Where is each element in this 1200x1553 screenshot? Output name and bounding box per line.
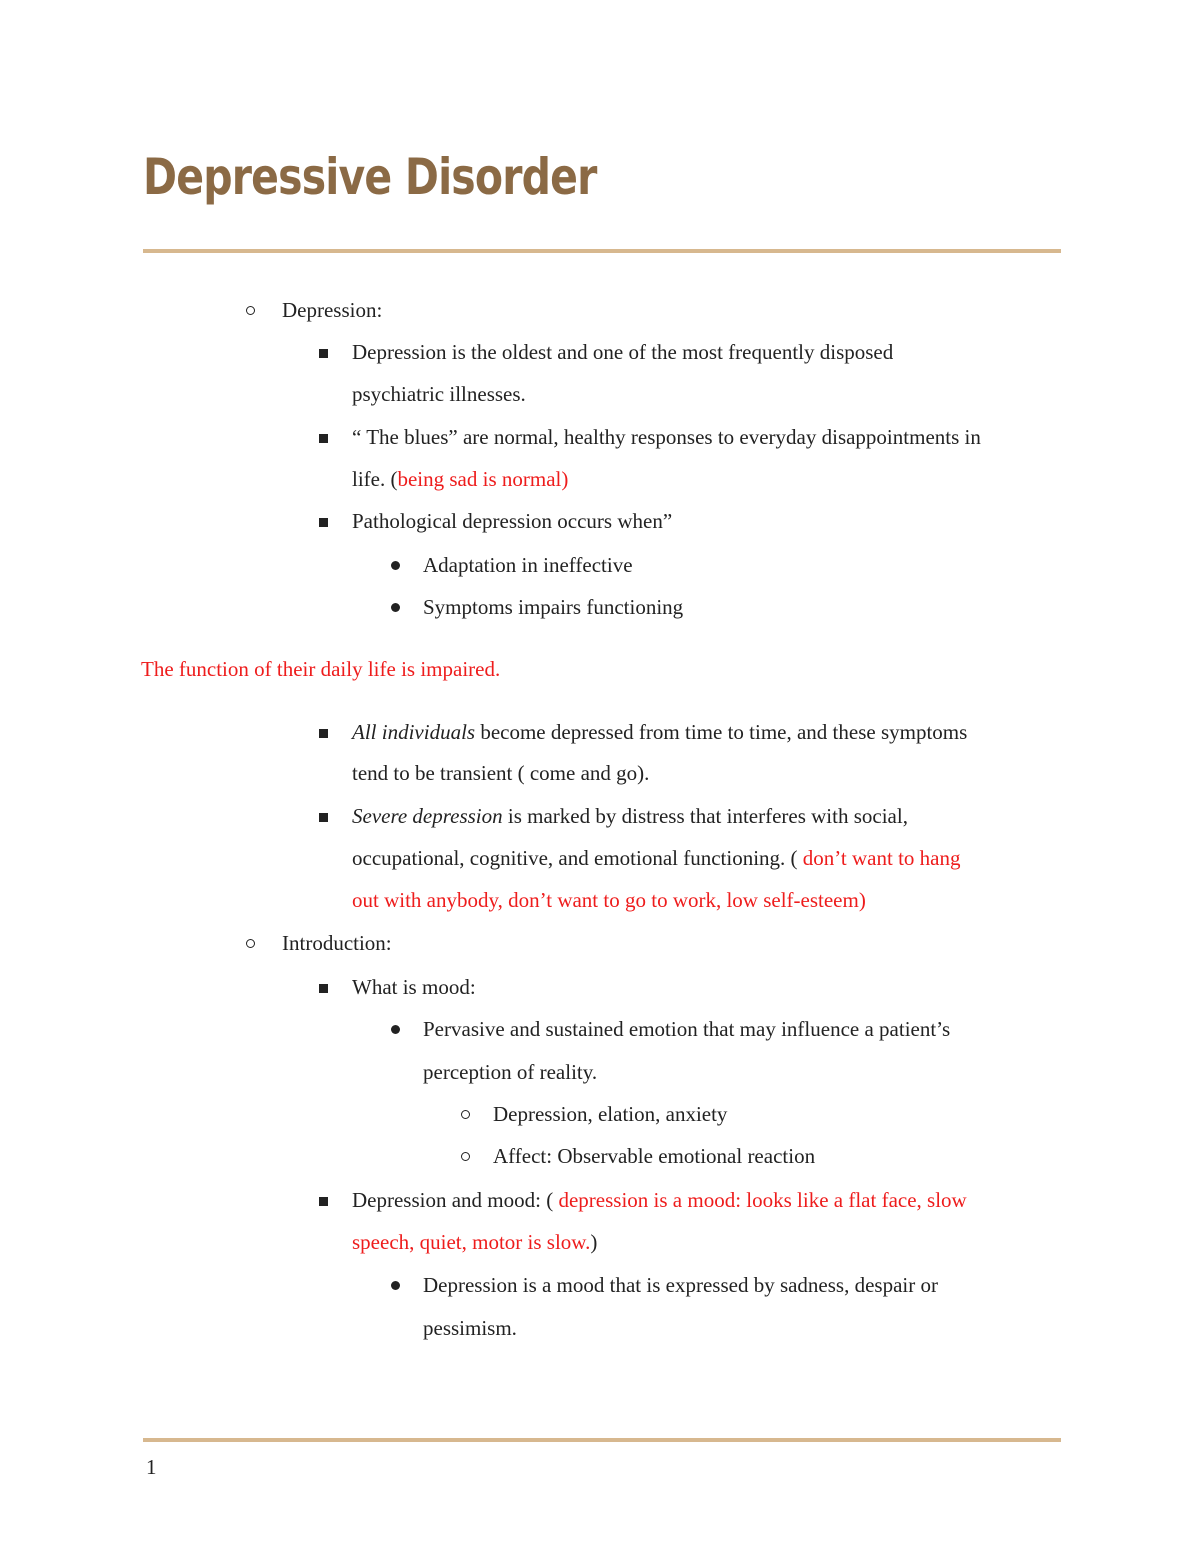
- list-item: [352, 804, 908, 828]
- square-bullet-icon: [318, 1188, 330, 1212]
- body-text: is marked by distress that interferes with social,: [502, 804, 908, 828]
- list-item-continuation: [352, 1230, 597, 1254]
- list-item: [352, 720, 967, 744]
- list-item: Affect: Observable emotional reaction: [493, 1144, 816, 1168]
- list-item: What is mood:: [352, 975, 476, 999]
- circle-bullet-icon: [460, 1102, 472, 1126]
- list-item: Depression:: [282, 298, 383, 322]
- disc-bullet-icon: [390, 1017, 402, 1041]
- square-bullet-icon: [318, 804, 330, 828]
- annotation-text: out with anybody, don’t want to go to work, low self-esteem): [352, 888, 866, 912]
- list-item: “ The blues” are normal, healthy responses to everyday disappointments in: [352, 425, 981, 449]
- annotation-text: being sad is normal): [397, 467, 569, 491]
- list-item: Depression is a mood that is expressed by sadness, despair or: [423, 1273, 938, 1297]
- list-item: Introduction:: [282, 931, 392, 955]
- list-item: Depression, elation, anxiety: [493, 1102, 728, 1126]
- list-item: Pathological depression occurs when”: [352, 509, 673, 533]
- square-bullet-icon: [318, 340, 330, 364]
- list-item: Adaptation in ineffective: [423, 553, 633, 577]
- annotation-text: depression is a mood: looks like a flat face, slow: [553, 1188, 967, 1212]
- list-item-continuation: [352, 467, 568, 491]
- title-divider: [143, 249, 1061, 253]
- square-bullet-icon: [318, 425, 330, 449]
- page-number: 1: [146, 1455, 157, 1479]
- list-item: [352, 1188, 967, 1212]
- disc-bullet-icon: [390, 1273, 402, 1297]
- annotation-text: speech, quiet, motor is slow.: [352, 1230, 591, 1254]
- circle-bullet-icon: [245, 298, 257, 322]
- circle-bullet-icon: [460, 1144, 472, 1168]
- square-bullet-icon: [318, 720, 330, 744]
- list-item: Depression is the oldest and one of the most frequently disposed: [352, 340, 894, 364]
- list-item-continuation: pessimism.: [423, 1316, 517, 1340]
- square-bullet-icon: [318, 509, 330, 533]
- list-item-continuation: tend to be transient ( come and go).: [352, 761, 650, 785]
- list-item-continuation: perception of reality.: [423, 1060, 598, 1084]
- circle-bullet-icon: [245, 931, 257, 955]
- page-title: Depressive Disorder: [143, 148, 597, 206]
- list-item-continuation: [352, 846, 960, 870]
- list-item: Pervasive and sustained emotion that may influence a patient’s: [423, 1017, 951, 1041]
- footer-divider: [143, 1438, 1061, 1442]
- square-bullet-icon: [318, 975, 330, 999]
- body-text: ): [590, 1230, 598, 1254]
- annotation-paragraph: The function of their daily life is impaired.: [141, 657, 501, 681]
- body-text: life. (: [352, 467, 398, 491]
- disc-bullet-icon: [390, 595, 402, 619]
- list-item-continuation: psychiatric illnesses.: [352, 382, 526, 406]
- annotation-text: don’t want to hang: [797, 846, 961, 870]
- list-item: Symptoms impairs functioning: [423, 595, 684, 619]
- disc-bullet-icon: [390, 553, 402, 577]
- body-text: occupational, cognitive, and emotional functioning. (: [352, 846, 798, 870]
- body-text: Depression and mood: (: [352, 1188, 554, 1212]
- emphasis-text: All individuals: [352, 720, 476, 744]
- body-text: become depressed from time to time, and these symptoms: [475, 720, 968, 744]
- emphasis-text: Severe depression: [352, 804, 503, 828]
